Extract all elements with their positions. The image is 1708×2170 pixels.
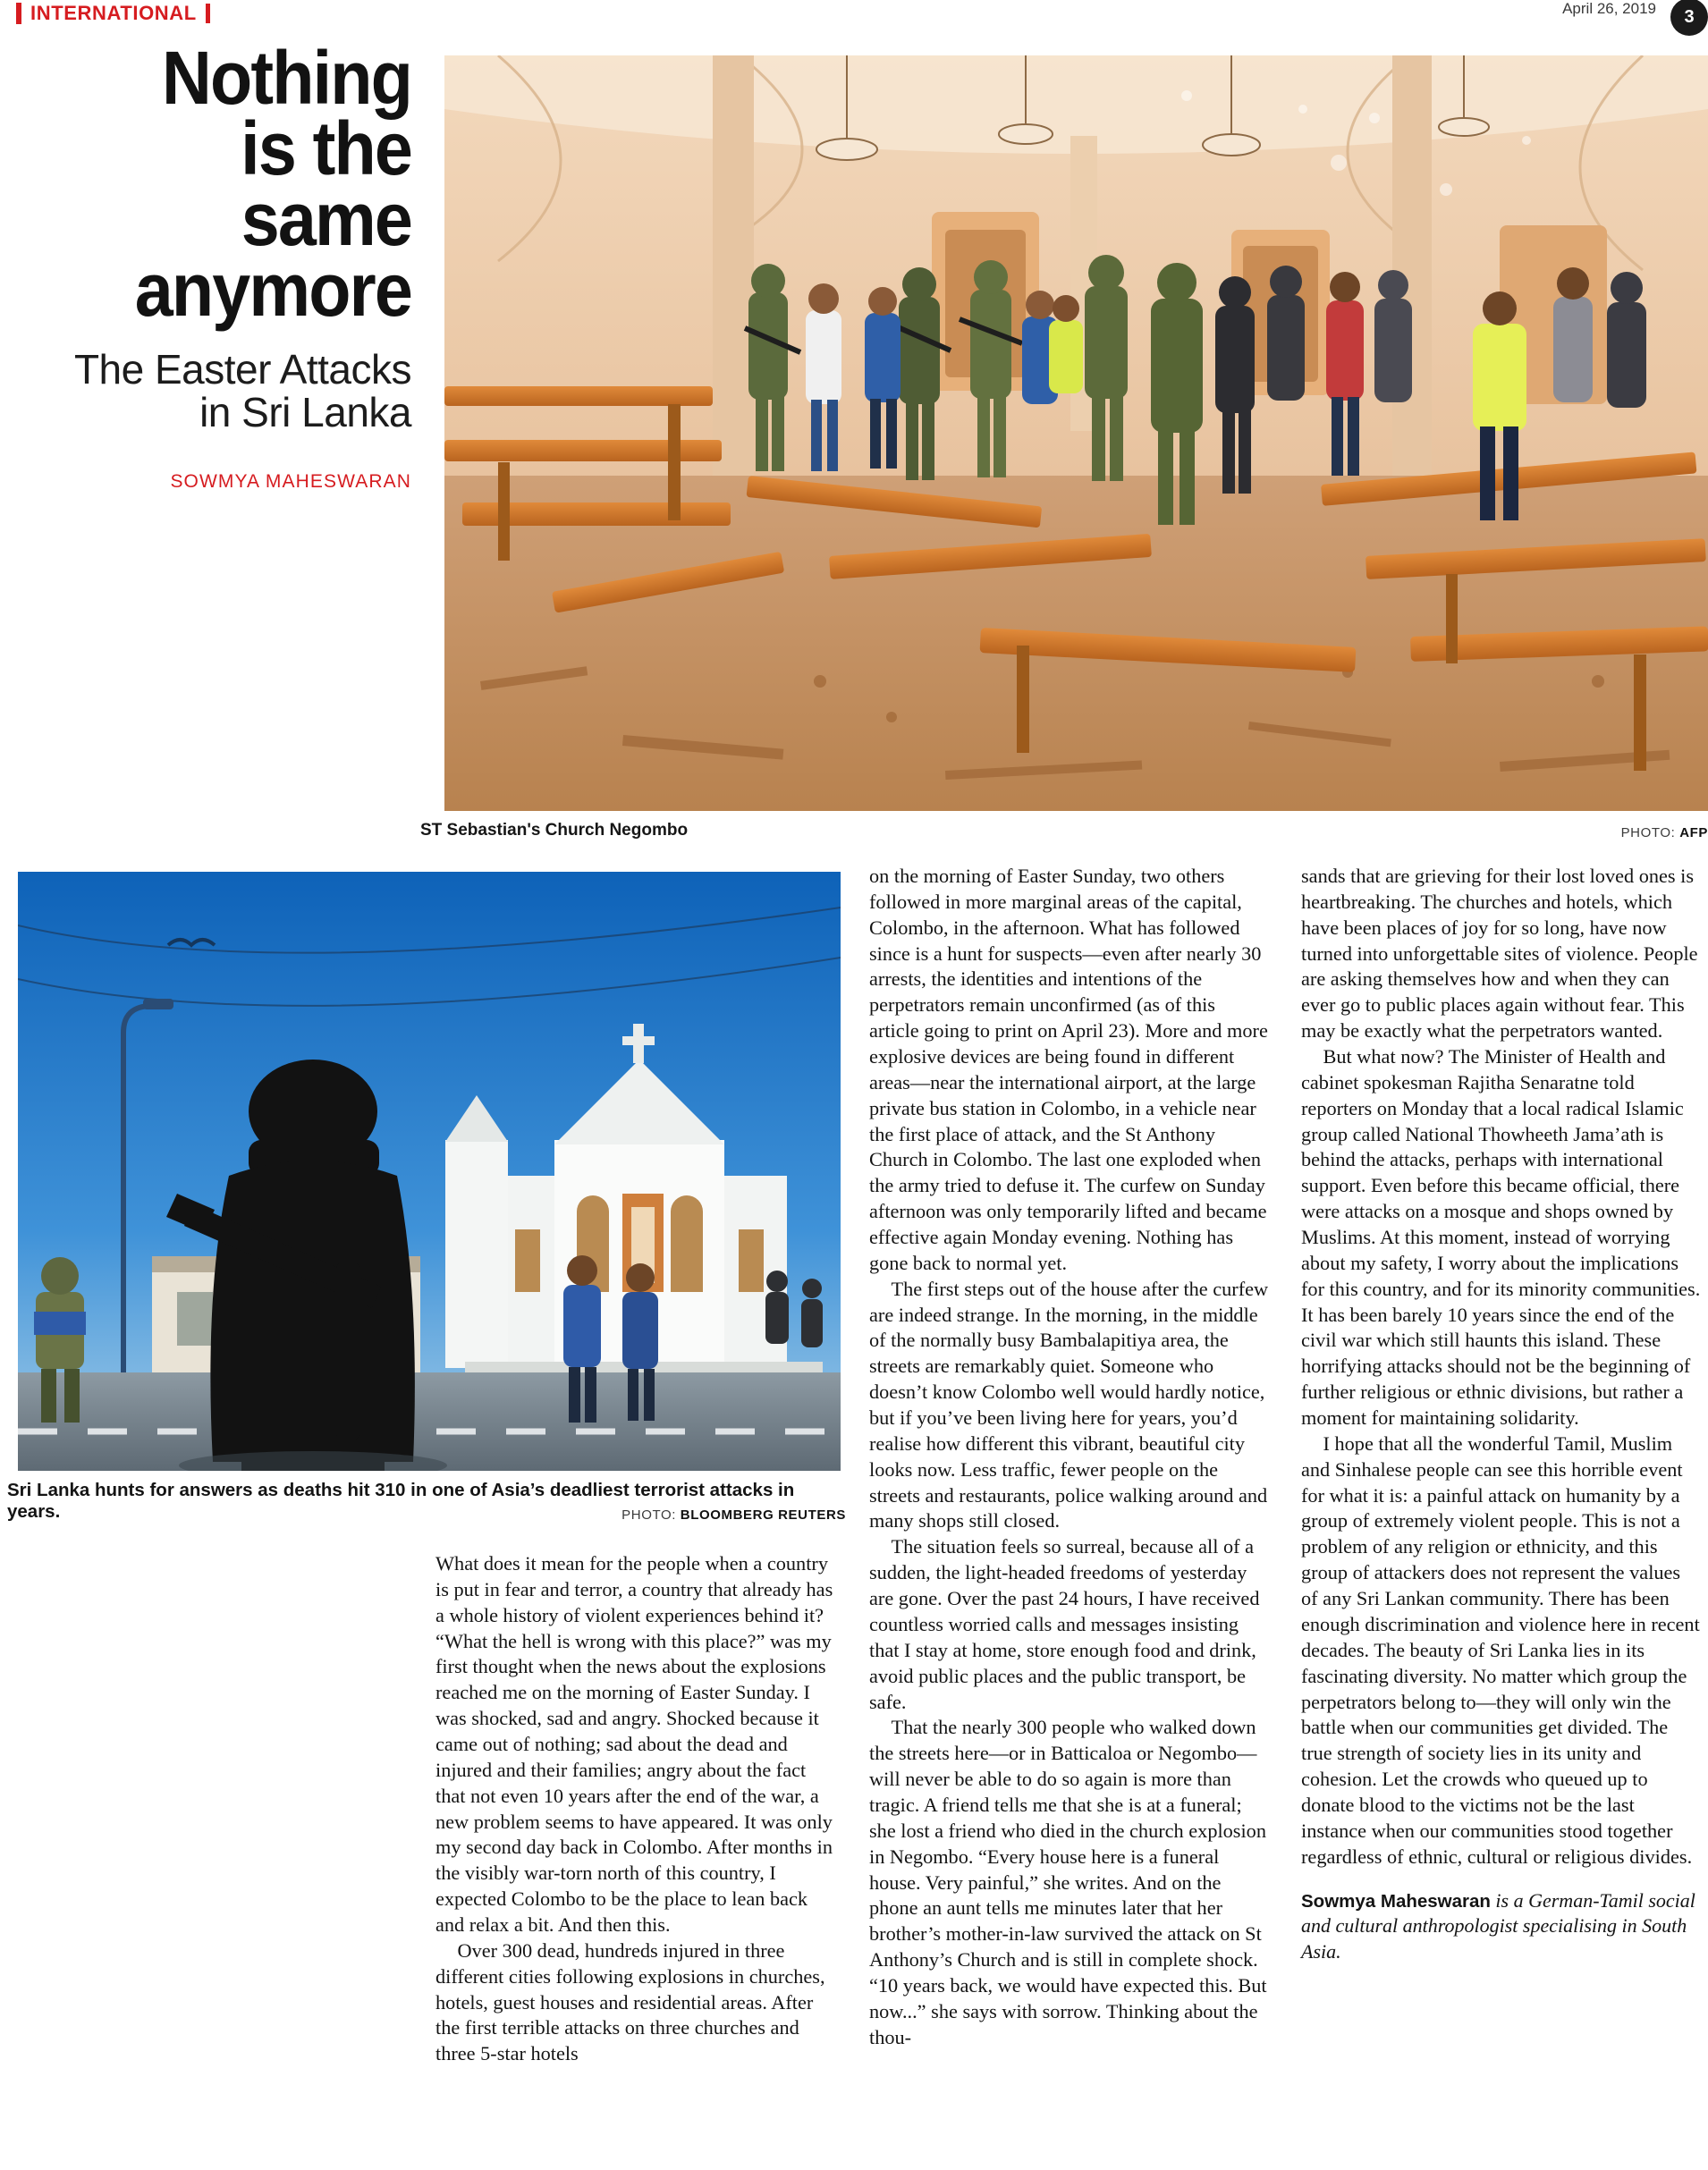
hero-photo	[444, 55, 1708, 811]
headline-block	[36, 36, 411, 493]
author-name: Sowmya Maheswaran	[1301, 1890, 1491, 1912]
page-title	[66, 36, 411, 332]
subheadline	[36, 345, 411, 435]
secondary-credit-source: BLOOMBERG REUTERS	[680, 1507, 846, 1523]
secondary-photo-caption: Sri Lanka hunts for answers as deaths hit 310 in one of Asia’s deadliest terrorist attacks in years.	[7, 1480, 795, 1522]
headline-line-2: is the	[241, 106, 411, 190]
hero-photo-illustration	[444, 55, 1708, 811]
page-number-badge: 3	[1670, 0, 1708, 36]
headline-line-4: anymore	[134, 247, 411, 332]
paragraph: I hope that all the wonderful Tamil, Muslim and Sinhalese people can see this horrible event for what it is: a painful attack on humanity by a group of extremely violent people. This is not a problem of any religion or ethnicity, and this group of attackers does not represent the values of any Sri Lankan community. There has been enough discrimination and violence here in recent decades. The beauty of Sri Lanka lies in its fascinating diversity. No matter which group the perpetrators belong to—they will only win the battle when our communities get divided. The true strength of society lies in its unity and cohesion. Let the crowds who queued up to donate blood to the victims not be the last instance when our communities stood together regardless of ethnic, cultural or religious divides.	[1301, 1431, 1700, 1868]
paragraph: The situation feels so surreal, because all of a sudden, the light-headed freedoms of yesterday are gone. Over the past 24 hours, I have received countless worried calls and messages insisting that I stay at home, store enough food and drink, avoid public places and the public transport, be safe.	[869, 1535, 1260, 1713]
paragraph: But what now? The Minister of Health and cabinet spokesman Rajitha Senaratne told reporters on Monday that a local radical Islamic group called National Thowheeth Jama’ath is behind the attacks, perhaps with international support. Even before this became official, there were attacks on a mosque and shops owned by Muslims. At this moment, instead of worrying about my safety, I worry about the implications for this country, and for its minority communities. It has been barely 10 years since the end of the civil war which still haunts this island. These horrifying attacks should not be the beginning of further religious or ethnic divisions, but rather a moment for maintaining solidarity.	[1301, 1045, 1701, 1430]
paragraph: Over 300 dead, hundreds injured in three different cities following explosions in churches, hotels, guest houses and residential areas. After the first terrible attacks on three churches and three 5-star hotels	[435, 1938, 825, 2065]
section-kicker	[16, 2, 210, 25]
subheadline-line-1: The Easter Attacks	[73, 345, 411, 393]
headline-line-1: Nothing	[162, 36, 411, 120]
subheadline-line-2: in Sri Lanka	[199, 388, 411, 435]
byline: SOWMYA MAHESWARAN	[170, 471, 411, 493]
body-column-3	[1301, 864, 1702, 1964]
secondary-photo	[18, 872, 841, 1471]
hero-caption: ST Sebastian's Church Negombo	[420, 821, 689, 840]
paragraph: on the morning of Easter Sunday, two others followed in more marginal areas of the capital, Colombo, in the afternoon. What has followed since is a hunt for suspects—even after nearly 30 arrests, the identities and intentions of the perpetrators remain unconfirmed (as of this article going to print on April 23). More and more explosive devices are being found in different areas—near the international airport, at the large private bus station in Colombo, in a vehicle near the first place of attack, and the St Anthony Church in Colombo. The last one exploded when the army tried to defuse it. The curfew on Sunday afternoon was only temporarily lifted and became effective again Monday evening. Nothing has gone back to normal yet.	[869, 865, 1268, 1274]
hero-photo-credit	[1621, 825, 1708, 840]
kicker-rule-left	[16, 3, 21, 24]
author-bio-text: is a German-Tamil social and cultural anthropologist specialising in South Asia.	[1301, 1888, 1695, 1963]
author-bio	[1301, 1888, 1702, 1965]
masthead	[0, 0, 1708, 30]
hero-credit-source: AFP	[1679, 825, 1708, 840]
paragraph: What does it mean for the people when a country is put in fear and terror, a country that already has a whole history of violent experiences behind it? “What the hell is wrong with this place?” was my first thought when the news about the explosions reached me on the morning of Easter Sunday. I was shocked, sad and angry. Shocked because it came out of nothing; sad about the dead and injured and their families; angry about the fact that not even 10 years after the end of the war, a new problem seems to have appeared. It was only my second day back in Colombo. After months in the visibly war-torn north of this country, I expected Colombo to be the place to lean back and relax a bit. And then this.	[435, 1552, 833, 1937]
headline-line-3: same	[241, 176, 411, 261]
paragraph: That the nearly 300 people who walked down the streets here—or in Batticaloa or Negombo—will never be able to do so again is more than tragic. A friend tells me that she is at a funeral; she lost a friend who died in the church explosion in Negombo. “Every house here is a funeral house. Very painful,” she writes. And on the phone an aunt tells me minutes later that her brother’s mother-in-law survived the attack on St Anthony’s Church and is still in complete shock. “10 years back, we would have expected this. But now...” she says with sorrow. Thinking about the thou-	[869, 1716, 1267, 2048]
secondary-photo-credit	[7, 1507, 846, 1523]
kicker-label: INTERNATIONAL	[30, 2, 197, 24]
kicker-rule-right	[206, 4, 210, 23]
dateline: April 26, 2019	[1562, 0, 1656, 17]
body-column-2	[869, 864, 1270, 2051]
body-column-1	[435, 1551, 836, 2067]
secondary-photo-illustration	[18, 872, 841, 1471]
hero-credit-label: PHOTO:	[1620, 825, 1676, 840]
paragraph: The first steps out of the house after the curfew are indeed strange. In the morning, in the middle of the normally busy Bambalapitiya area, the streets are remarkably quiet. Someone who doesn’t know Colombo well would hardly notice, but if you’ve been living here for years, you’d realise how different this vibrant, beautiful city looks now. Less traffic, fewer people on the streets and restaurants, police walking around and many shops still closed.	[869, 1277, 1269, 1533]
hero-caption-row	[420, 821, 1708, 840]
secondary-credit-label: PHOTO:	[621, 1507, 676, 1523]
paragraph: sands that are grieving for their lost loved ones is heartbreaking. The churches and hotels, which have been places of joy for so long, have now turned into unforgettable sites of violence. People are asking themselves how and when they can ever go to public places again without fear. This may be exactly what the perpetrators wanted.	[1301, 865, 1698, 1043]
